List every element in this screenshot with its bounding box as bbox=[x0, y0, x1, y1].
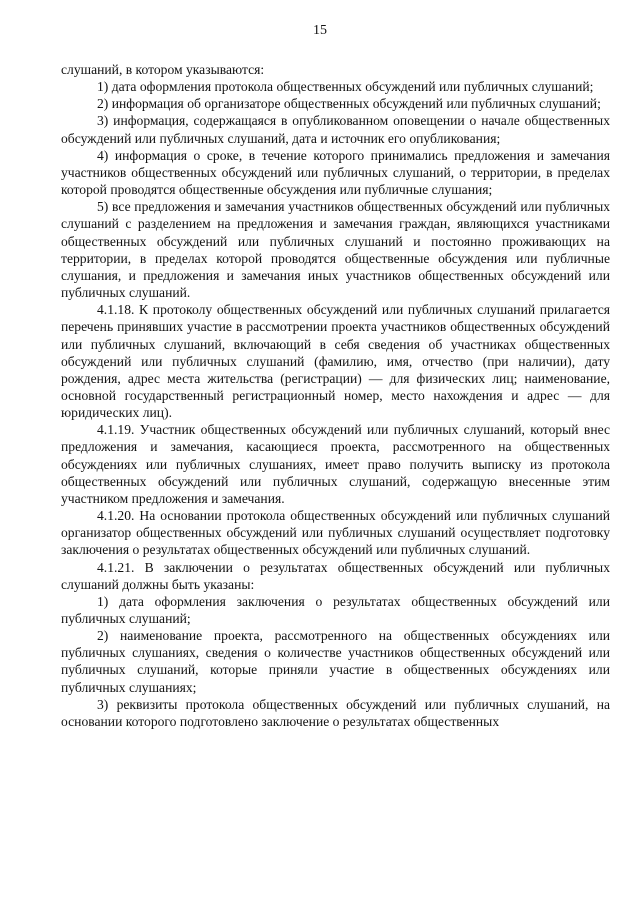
clause-4-1-20: 4.1.20. На основании протокола общественных обсуждений или публичных слушаний организатор общественных обсуждений или публичных слушаний осуществляет подготовку заключения о результатах общественных обсуждений или публичных слушаний. bbox=[61, 508, 610, 558]
clause-4-1-19: 4.1.19. Участник общественных обсуждений или публичных слушаний, который внес предложения и замечания, касающиеся проекта, рассмотренного на общественных обсуждениях или публичных слушаниях, имеет право получить выписку из протокола общественных обсуждений или публичных слушаний, содержащую внесенные этим участником предложения и замечания. bbox=[61, 422, 610, 506]
page-number: 15 bbox=[313, 23, 327, 38]
list-item-term-info: 4) информация о сроке, в течение которого принимались предложения и замечания участников общественных обсуждений или публичных слушаний, о территории, в пределах которой проводятся общественные обсуждения или публичные слушания; bbox=[61, 147, 610, 198]
document-body bbox=[61, 61, 610, 730]
list-item-protocol-details: 3) реквизиты протокола общественных обсуждений или публичных слушаний, на основании которого подготовлено заключение о результатах общественных bbox=[61, 696, 610, 729]
clause-4-1-21: 4.1.21. В заключении о результатах общественных обсуждений или публичных слушаний должны быть указаны: bbox=[61, 559, 610, 592]
list-item-conclusion-date: 1) дата оформления заключения о результатах общественных обсуждений или публичных слушаний; bbox=[61, 593, 610, 626]
list-item-protocol-date: 1) дата оформления протокола общественных обсуждений или публичных слушаний; bbox=[97, 79, 594, 95]
list-item-all-proposals: 5) все предложения и замечания участников общественных обсуждений или публичных слушаний с разделением на предложения и замечания граждан, являющихся участниками общественных обсуждений или публичных слушаний и постоянно проживающих на территории, в пределах которой проводятся общественные обсуждения или публичные слушания, и предложения и замечания иных участников общественных обсуждений или публичных слушаний. bbox=[61, 199, 610, 301]
clause-4-1-18: 4.1.18. К протоколу общественных обсуждений или публичных слушаний прилагается перечень принявших участие в рассмотрении проекта участников общественных обсуждений или публичных слушаний, включающий в себя сведения об участниках общественных обсуждений или публичных слушаний (фамилию, имя, отчество (при наличии), дату рождения, адрес места жительства (регистрации) — для физических лиц; наименование, основной государственный регистрационный номер, место нахождения и адрес — для юридических лиц). bbox=[61, 302, 610, 421]
list-item-project-name: 2) наименование проекта, рассмотренного на общественных обсуждениях или публичных слушаниях, сведения о количестве участников общественных обсуждений или публичных слушаний, которые приняли участие в общественных обсуждениях или публичных слушаниях; bbox=[61, 628, 610, 695]
list-item-notice-info: 3) информация, содержащаяся в опубликованном оповещении о начале общественных обсуждений или публичных слушаний, дата и источник его опубликования; bbox=[61, 113, 610, 146]
paragraph-continuation: слушаний, в котором указываются: bbox=[61, 62, 265, 77]
list-item-organizer-info: 2) информация об организаторе общественных обсуждений или публичных слушаний; bbox=[97, 96, 601, 112]
